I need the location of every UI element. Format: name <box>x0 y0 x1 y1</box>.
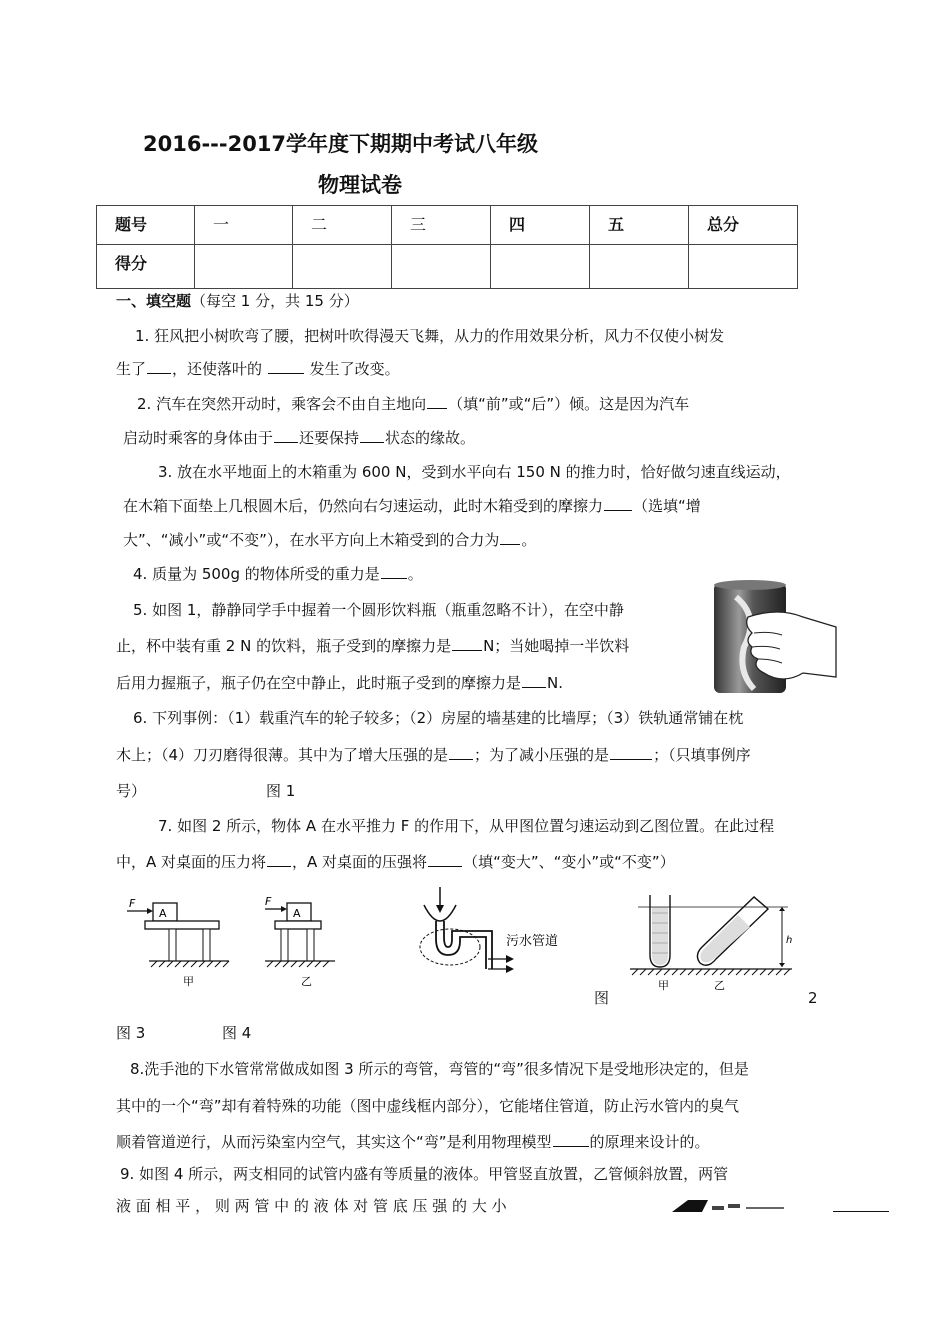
figure2-diagram <box>125 893 365 993</box>
q1-text: ，还使落叶的 <box>172 360 263 378</box>
score-header-cell: 总分 <box>689 206 798 245</box>
fig2-f-label: F <box>129 897 136 910</box>
section1-title: 一、填空题 <box>116 292 192 310</box>
figure3-label: 图 3 <box>116 1024 146 1042</box>
q3-blank-2[interactable] <box>500 530 520 545</box>
fig4-jia-label: 甲 <box>658 979 669 992</box>
fig2-a-label: A <box>159 907 167 920</box>
q6-text: ；为了减小压强的是 <box>474 746 610 764</box>
figure3-sink-trap <box>410 885 590 995</box>
q8-line1: 8.洗手池的下水管常常做成如图 3 所示的弯管，弯管的“弯”很多情况下是受地形决定的，但是 <box>130 1060 749 1078</box>
q1-text: 发生了改变。 <box>309 360 400 378</box>
q5-line2 <box>116 636 629 656</box>
fig2-yi-label: 乙 <box>301 975 312 988</box>
q2-text: 还要保持 <box>299 429 360 447</box>
q7-text: （填“变大”、“变小”或“不变”） <box>463 853 675 871</box>
fig2-f-label: F <box>265 895 272 908</box>
q1-blank-2[interactable] <box>268 359 304 374</box>
score-table-header-row <box>97 206 798 245</box>
q5-text: N；当她喝掉一半饮料 <box>483 637 630 655</box>
fig2-jia-label: 甲 <box>183 975 194 988</box>
q6-blank-2[interactable] <box>610 745 652 760</box>
q1-text: 生了 <box>116 360 147 378</box>
q2-blank-1[interactable] <box>427 394 447 409</box>
q5-text: N. <box>547 674 564 692</box>
score-header-cell: 四 <box>491 206 590 245</box>
q3-text: （选填“增 <box>633 497 701 515</box>
q2-text: 状态的缘故。 <box>385 429 476 447</box>
figure1-label: 图 1 <box>266 782 296 800</box>
q9-line1: 9. 如图 4 所示，两支相同的试管内盛有等质量的液体。甲管竖直放置，乙管倾斜放置，两管 <box>120 1165 729 1183</box>
q4-text: 4. 质量为 500g 的物体所受的重力是 <box>133 565 380 583</box>
q8-text: 顺着管道逆行，从而污染室内空气，其实这个“弯”是利用物理模型 <box>116 1133 552 1151</box>
q6-text: 木上；（4）刀刃磨得很薄。其中为了增大压强的是 <box>116 746 449 764</box>
fig4-h-label: h <box>786 935 793 946</box>
q8-line3 <box>116 1132 710 1152</box>
q1-line2 <box>116 359 400 379</box>
q4-line <box>133 564 423 584</box>
q3-line1: 3. 放在水平地面上的木箱重为 600 N，受到水平向右 150 N 的推力时，恰好做匀速直线运动， <box>158 463 791 481</box>
q7-line2 <box>116 852 675 872</box>
q2-blank-2[interactable] <box>274 428 298 443</box>
q6-line2 <box>116 745 751 765</box>
q3-line2 <box>123 496 701 516</box>
figure2-yi <box>265 895 335 988</box>
score-cell[interactable] <box>392 245 491 289</box>
q5-text: 后用力握瓶子，瓶子仍在空中静止，此时瓶子受到的摩擦力是 <box>116 674 522 692</box>
q2-blank-3[interactable] <box>360 428 384 443</box>
q3-text: 。 <box>521 531 537 549</box>
q5-line1: 5. 如图 1，静静同学手中握着一个圆形饮料瓶（瓶重忽略不计），在空中静 <box>133 601 624 619</box>
q4-blank[interactable] <box>381 564 407 579</box>
q2-line2 <box>123 428 475 448</box>
fig2-a-label: A <box>293 907 301 920</box>
score-cell[interactable] <box>689 245 798 289</box>
score-cell[interactable] <box>293 245 392 289</box>
q7-blank-2[interactable] <box>428 852 462 867</box>
q3-blank-1[interactable] <box>604 496 632 511</box>
q7-text: ，A 对桌面的压强将 <box>292 853 428 871</box>
figure2-label-b: 2 <box>808 989 818 1007</box>
q8-line2: 其中的一个“弯”却有着特殊的功能（图中虚线框内部分），它能堵住管道，防止污水管内的臭气 <box>116 1097 740 1115</box>
q2-text: （填“前”或“后”）倾。这是因为汽车 <box>448 395 690 413</box>
q5-blank-1[interactable] <box>452 636 482 651</box>
score-header-cell: 二 <box>293 206 392 245</box>
q6-text: ；（只填事例序 <box>653 746 751 764</box>
score-cell[interactable] <box>491 245 590 289</box>
fig3-sewer-label: 污水管道 <box>506 934 559 949</box>
score-header-cell: 题号 <box>97 206 195 245</box>
figure2-label-a: 图 <box>594 989 610 1007</box>
fig4-yi-label: 乙 <box>714 979 725 992</box>
figure1-can-image <box>708 577 838 695</box>
q1-line1: 1. 狂风把小树吹弯了腰，把树叶吹得漫天飞舞，从力的作用效果分析，风力不仅使小树发 <box>135 327 725 345</box>
figure4-test-tubes <box>628 893 798 993</box>
q2-text: 2. 汽车在突然开动时，乘客会不由自主地向 <box>137 395 427 413</box>
score-header-cell: 一 <box>195 206 293 245</box>
q8-text: 的原理来设计的。 <box>589 1133 710 1151</box>
score-row-label: 得分 <box>97 245 195 289</box>
q7-text: 中，A 对桌面的压力将 <box>116 853 267 871</box>
q3-line3 <box>123 530 536 550</box>
q6-blank-1[interactable] <box>449 745 473 760</box>
section1-heading <box>116 291 359 311</box>
score-table <box>96 205 798 289</box>
q2-line1 <box>137 394 689 414</box>
exam-title-line2: 物理试卷 <box>318 173 402 197</box>
q3-text: 大”、“减小”或“不变”），在水平方向上木箱受到的合力为 <box>123 531 500 549</box>
q4-text: 。 <box>407 565 423 583</box>
score-cell[interactable] <box>195 245 293 289</box>
q2-text: 启动时乘客的身体由于 <box>123 429 274 447</box>
exam-title-line1: 2016---2017学年度下期期中考试八年级 <box>143 132 539 156</box>
figure2-jia <box>127 897 229 988</box>
q1-blank-1[interactable] <box>147 359 171 374</box>
score-table-score-row <box>97 245 798 289</box>
q6-line1: 6. 下列事例：（1）载重汽车的轮子较多；（2）房屋的墙基建的比墙厚；（3）铁轨通常铺在枕 <box>133 709 744 727</box>
score-cell[interactable] <box>590 245 689 289</box>
q5-text: 止，杯中装有重 2 N 的饮料，瓶子受到的摩擦力是 <box>116 637 452 655</box>
score-header-cell: 五 <box>590 206 689 245</box>
q5-blank-2[interactable] <box>522 673 546 688</box>
q9-line2: 液 面 相 平 ， 则 两 管 中 的 液 体 对 管 底 压 强 的 大 小 <box>116 1197 507 1215</box>
q9-blank[interactable] <box>833 1211 889 1212</box>
q7-line1: 7. 如图 2 所示，物体 A 在水平推力 F 的作用下，从甲图位置匀速运动到乙图位置。在此过程 <box>158 817 775 835</box>
q7-blank-1[interactable] <box>267 852 291 867</box>
figure4-label: 图 4 <box>222 1024 252 1042</box>
section1-note: （每空 1 分，共 15 分） <box>191 292 359 310</box>
q6-line3: 号） <box>116 782 147 800</box>
score-header-cell: 三 <box>392 206 491 245</box>
q8-blank[interactable] <box>553 1132 589 1147</box>
q3-text: 在木箱下面垫上几根圆木后，仍然向右匀速运动，此时木箱受到的摩擦力 <box>123 497 604 515</box>
q9-formula-artifact <box>668 1196 788 1218</box>
q5-line3 <box>116 673 563 693</box>
